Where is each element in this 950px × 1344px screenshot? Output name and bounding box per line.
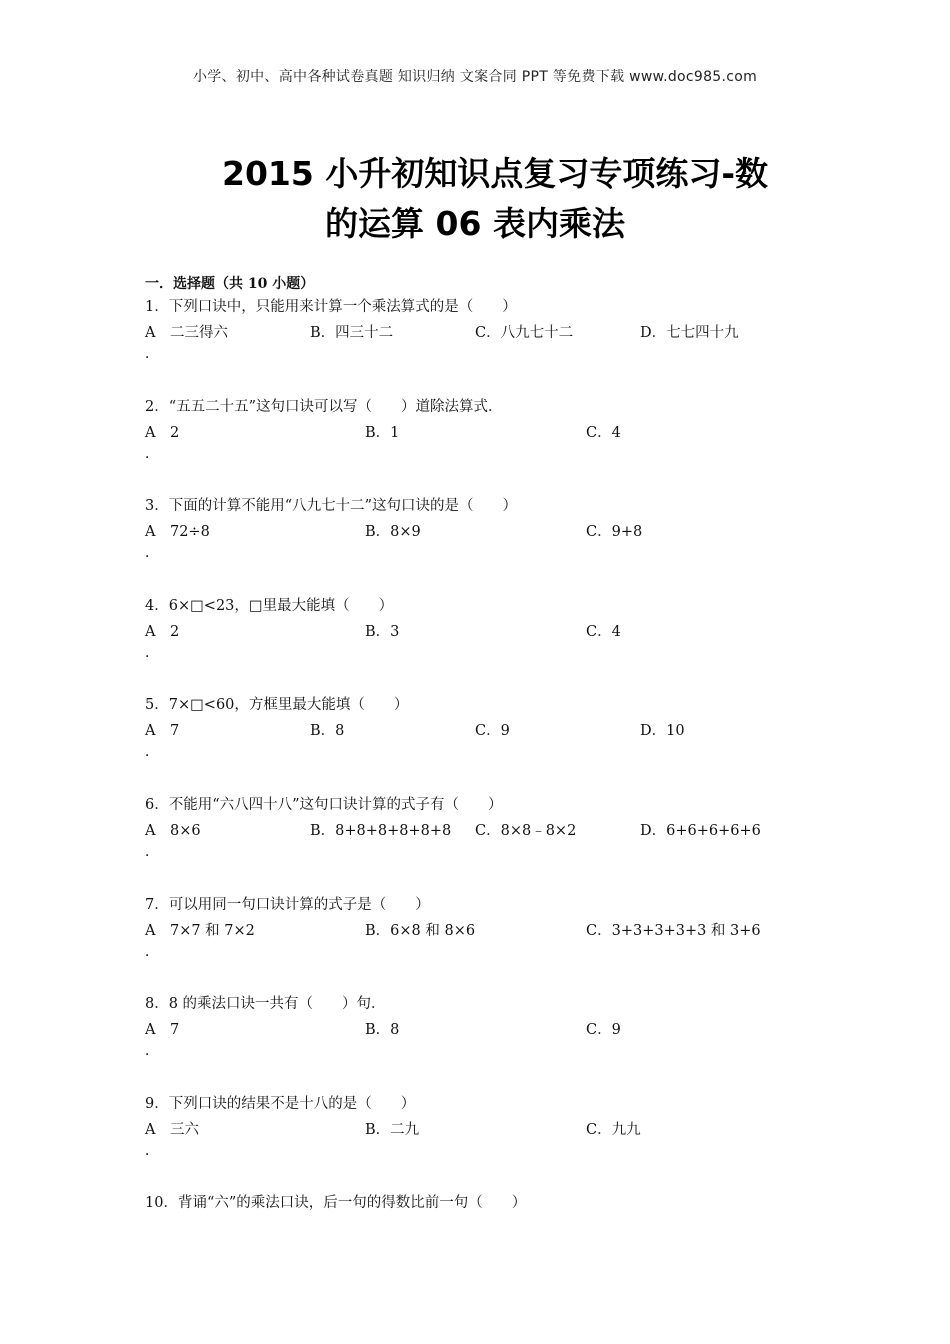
options-row — [145, 320, 825, 346]
options-row — [145, 420, 825, 446]
question-6 — [145, 792, 825, 866]
option-c: C．9 — [586, 1022, 621, 1038]
option-b: B．8 — [365, 1022, 400, 1038]
option-a: A 8×6 — [145, 823, 201, 839]
option-dot: ． — [145, 844, 159, 860]
question-stem: 5．7×□<60，方框里最大能填（ ） — [145, 697, 409, 713]
option-b: B．1 — [365, 425, 400, 441]
option-dot: ． — [145, 446, 159, 462]
options-row — [145, 918, 825, 944]
question-stem: 6．不能用“六八四十八”这句口诀计算的式子有（ ） — [145, 797, 503, 813]
option-c: C．3+3+3+3+3 和 3+6 — [586, 923, 761, 939]
section-heading: 一．选择题（共 10 小题） — [145, 276, 315, 292]
question-stem: 9．下列口诀的结果不是十八的是（ ） — [145, 1096, 416, 1112]
option-dot: ． — [145, 346, 159, 362]
option-dot: ． — [145, 1043, 159, 1059]
option-dot: ． — [145, 744, 159, 760]
option-dot: ． — [145, 545, 159, 561]
option-a: A 2 — [145, 425, 180, 441]
option-a: A 二三得六 — [145, 325, 228, 341]
option-c: C．9+8 — [586, 524, 643, 540]
question-9 — [145, 1091, 825, 1165]
question-stem: 10．背诵“六”的乘法口诀，后一句的得数比前一句（ ） — [145, 1195, 527, 1211]
option-c: C．九九 — [586, 1122, 641, 1138]
options-row — [145, 718, 825, 744]
option-c: C．八九七十二 — [475, 325, 574, 341]
option-b: B．3 — [365, 624, 400, 640]
question-10 — [145, 1190, 825, 1216]
option-d: D．七七四十九 — [640, 325, 739, 341]
question-stem: 1．下列口诀中，只能用来计算一个乘法算式的是（ ） — [145, 299, 517, 315]
title-line-1: 2015 小升初知识点复习专项练习-数 — [221, 154, 769, 193]
question-stem: 3．下面的计算不能用“八九七十二”这句口诀的是（ ） — [145, 498, 518, 514]
option-dot: ． — [145, 645, 159, 661]
option-c: C．8×8﹣8×2 — [475, 823, 577, 839]
option-b: B．8+8+8+8+8+8 — [310, 823, 452, 839]
title-line-2: 的运算 06 表内乘法 — [325, 204, 625, 243]
options-row — [145, 1117, 825, 1143]
option-dot: ． — [145, 944, 159, 960]
option-b: B．8×9 — [365, 524, 421, 540]
option-b: B．二九 — [365, 1122, 420, 1138]
option-a: A 7×7 和 7×2 — [145, 923, 255, 939]
option-c: C．4 — [586, 624, 621, 640]
option-a: A 三六 — [145, 1122, 199, 1138]
option-a: A 2 — [145, 624, 180, 640]
option-d: D．10 — [640, 723, 685, 739]
option-a: A 72÷8 — [145, 524, 210, 540]
page-header: 小学、初中、高中各种试卷真题 知识归纳 文案合同 PPT 等免费下载 www.doc985.com — [192, 69, 758, 85]
question-5 — [145, 692, 825, 766]
question-4 — [145, 593, 825, 667]
options-row — [145, 519, 825, 545]
question-1 — [145, 294, 825, 368]
options-row — [145, 1017, 825, 1043]
options-row — [145, 818, 825, 844]
question-8 — [145, 991, 825, 1065]
option-b: B．四三十二 — [310, 325, 394, 341]
question-stem: 2．“五五二十五”这句口诀可以写（ ）道除法算式． — [145, 399, 503, 415]
question-2 — [145, 394, 825, 468]
option-c: C．4 — [586, 425, 621, 441]
option-b: B．6×8 和 8×6 — [365, 923, 476, 939]
option-b: B．8 — [310, 723, 345, 739]
question-stem: 8．8 的乘法口诀一共有（ ）句． — [145, 996, 386, 1012]
option-a: A 7 — [145, 723, 180, 739]
question-3 — [145, 493, 825, 567]
option-dot: ． — [145, 1143, 159, 1159]
question-stem: 4．6×□<23，□里最大能填（ ） — [145, 598, 394, 614]
option-d: D．6+6+6+6+6 — [640, 823, 761, 839]
question-7 — [145, 892, 825, 966]
options-row — [145, 619, 825, 645]
option-c: C．9 — [475, 723, 510, 739]
question-stem: 7．可以用同一句口诀计算的式子是（ ） — [145, 897, 430, 913]
option-a: A 7 — [145, 1022, 180, 1038]
